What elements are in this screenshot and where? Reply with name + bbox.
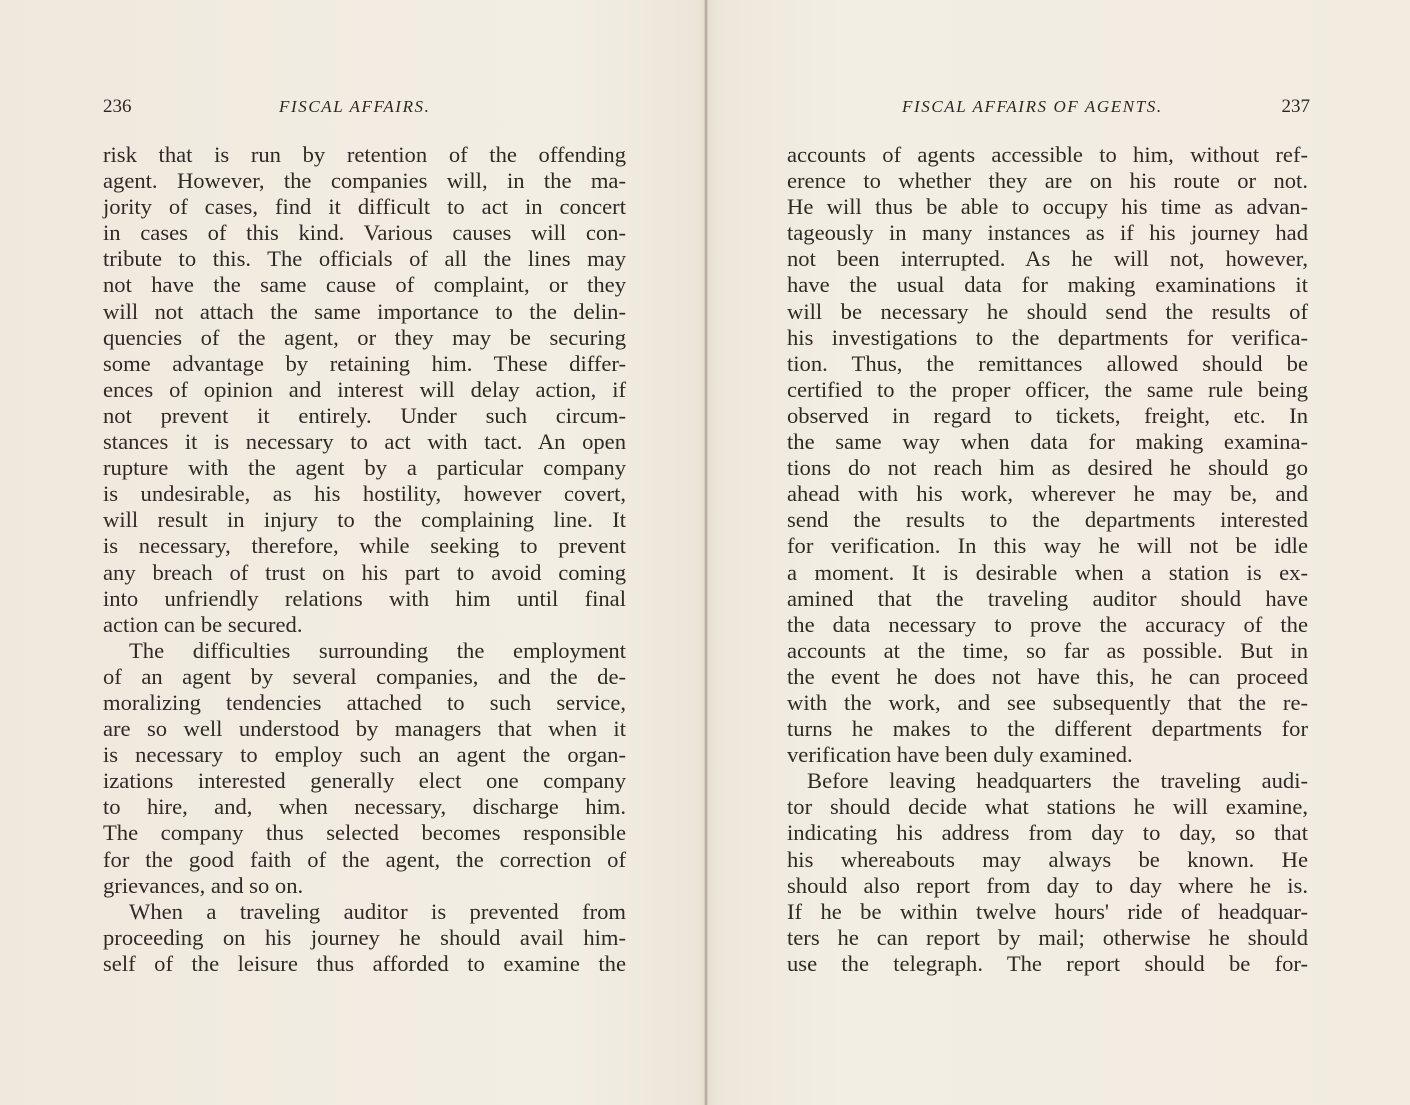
text-line: ters he can report by mail; otherwise he should	[787, 924, 1308, 950]
text-line: amined that the traveling auditor should have	[787, 585, 1308, 611]
text-line: is necessary, therefore, while seeking to prevent	[103, 533, 626, 559]
text-line: with the work, and see subsequently that the re-	[787, 689, 1308, 715]
text-line: moralizing tendencies attached to such service,	[103, 689, 626, 715]
right-page-body	[787, 142, 1308, 977]
left-page-number: 236	[103, 96, 132, 117]
text-line: not been interrupted. As he will not, however,	[787, 246, 1308, 272]
text-line: ahead with his work, wherever he may be, and	[787, 481, 1308, 507]
text-line: for verification. In this way he will not be idle	[787, 533, 1308, 559]
right-page-number: 237	[1281, 96, 1310, 117]
text-line: his whereabouts may always be known. He	[787, 846, 1308, 872]
text-line: some advantage by retaining him. These differ-	[103, 350, 626, 376]
text-line: ences of opinion and interest will delay action, if	[103, 376, 626, 402]
text-line: the event he does not have this, he can proceed	[787, 663, 1308, 689]
text-line: proceeding on his journey he should avail him-	[103, 924, 626, 950]
text-line: for the good faith of the agent, the correction of	[103, 846, 626, 872]
text-line: tageously in many instances as if his journey had	[787, 220, 1308, 246]
text-line: is necessary to employ such an agent the organ-	[103, 742, 626, 768]
text-line: The difficulties surrounding the employment	[129, 637, 626, 663]
text-line: stances it is necessary to act with tact. An open	[103, 429, 626, 455]
text-line: tions do not reach him as desired he should go	[787, 455, 1308, 481]
text-line: tion. Thus, the remittances allowed should be	[787, 350, 1308, 376]
text-line: izations interested generally elect one company	[103, 768, 626, 794]
text-line: grievances, and so on.	[103, 872, 304, 898]
text-line: should also report from day to day where he is.	[787, 872, 1308, 898]
right-page	[708, 0, 1410, 1105]
text-line: his investigations to the departments for verifica-	[787, 324, 1308, 350]
text-line: jority of cases, find it difficult to act in concert	[103, 194, 626, 220]
text-line: the data necessary to prove the accuracy of the	[787, 611, 1308, 637]
text-line: will not attach the same importance to the delin-	[103, 298, 626, 324]
text-line: certified to the proper officer, the same rule being	[787, 376, 1308, 402]
text-line: observed in regard to tickets, freight, etc. In	[787, 402, 1308, 428]
text-line: of an agent by several companies, and the de-	[103, 663, 626, 689]
text-line: If he be within twelve hours' ride of headquar-	[787, 898, 1308, 924]
left-page-body	[103, 142, 626, 977]
left-running-title: FISCAL AFFAIRS.	[279, 97, 431, 116]
text-line: use the telegraph. The report should be for-	[787, 950, 1308, 976]
text-line: a moment. It is desirable when a station is ex-	[787, 559, 1308, 585]
text-line: in cases of this kind. Various causes will con-	[103, 220, 626, 246]
text-line: self of the leisure thus afforded to examine the	[103, 950, 626, 976]
text-line: turns he makes to the different departments for	[787, 716, 1308, 742]
text-line: have the usual data for making examinations it	[787, 272, 1308, 298]
text-line: will result in injury to the complaining line. It	[103, 507, 626, 533]
text-line: agent. However, the companies will, in the ma-	[103, 168, 626, 194]
text-line: will be necessary he should send the results of	[787, 298, 1308, 324]
text-line: the same way when data for making examina-	[787, 429, 1308, 455]
text-line: quencies of the agent, or they may be securing	[103, 324, 626, 350]
text-line: rupture with the agent by a particular company	[103, 455, 626, 481]
text-line: indicating his address from day to day, so that	[787, 820, 1308, 846]
text-line: Before leaving headquarters the traveling audi-	[807, 768, 1308, 794]
text-line: any breach of trust on his part to avoid coming	[103, 559, 626, 585]
text-line: accounts at the time, so far as possible. But in	[787, 637, 1308, 663]
text-line: risk that is run by retention of the offending	[103, 142, 626, 167]
text-line: erence to whether they are on his route or not.	[787, 168, 1308, 194]
text-line: send the results to the departments interested	[787, 507, 1308, 533]
text-line: to hire, and, when necessary, discharge him.	[103, 794, 626, 820]
text-line: accounts of agents accessible to him, without ref-	[787, 142, 1308, 167]
text-line: into unfriendly relations with him until final	[103, 585, 626, 611]
text-line: verification have been duly examined.	[787, 742, 1133, 768]
right-running-title: FISCAL AFFAIRS OF AGENTS.	[902, 97, 1163, 116]
text-line: is undesirable, as his hostility, however covert,	[103, 481, 626, 507]
text-line: tor should decide what stations he will examine,	[787, 794, 1308, 820]
left-page	[0, 0, 704, 1105]
text-line: tribute to this. The officials of all the lines may	[103, 246, 626, 272]
text-line: When a traveling auditor is prevented from	[129, 898, 626, 924]
text-line: The company thus selected becomes responsible	[103, 820, 626, 846]
text-line: not have the same cause of complaint, or they	[103, 272, 626, 298]
text-line: not prevent it entirely. Under such circum-	[103, 402, 626, 428]
text-line: He will thus be able to occupy his time as advan-	[787, 194, 1308, 220]
text-line: action can be secured.	[103, 611, 303, 637]
text-line: are so well understood by managers that when it	[103, 716, 626, 742]
